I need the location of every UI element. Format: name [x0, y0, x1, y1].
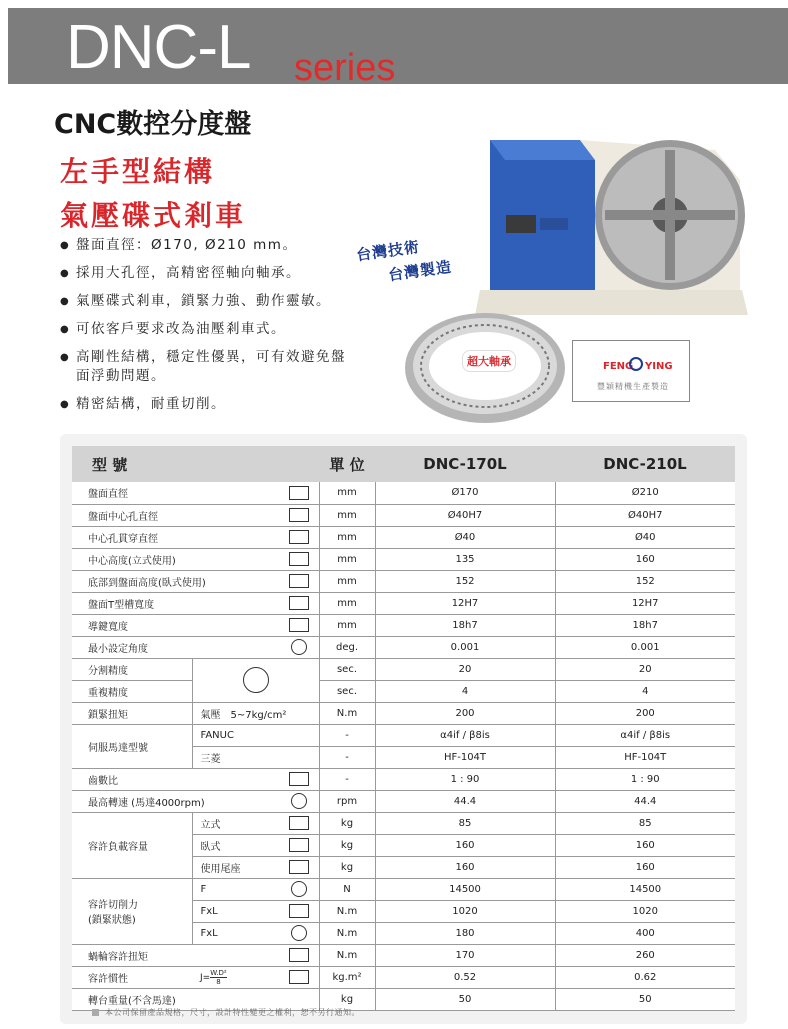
row-label: 容許負載容量 [72, 812, 192, 878]
table-row [72, 768, 735, 790]
taiwan-tech-label: 台灣技術 [355, 237, 422, 265]
row-value-170: 135 [375, 548, 555, 570]
row-label: 最小設定角度 [72, 636, 279, 658]
base-height-icon [289, 574, 309, 588]
row-value-170: 0.001 [375, 636, 555, 658]
table-row [72, 636, 735, 658]
row-unit: N.m [319, 702, 375, 724]
row-value-170: 20 [375, 658, 555, 680]
row-value-210: Ø40 [555, 526, 735, 548]
unit-header: 單 位 [319, 446, 375, 482]
row-value-210: Ø210 [555, 482, 735, 504]
row-value-210: 160 [555, 548, 735, 570]
row-value-210: 0.62 [555, 966, 735, 988]
vertical-load-icon [289, 816, 309, 830]
cutting-force-icon [291, 881, 307, 897]
row-sub-label: FANUC [192, 724, 319, 746]
series-suffix: series [294, 47, 396, 89]
row-sub-label: FxL [192, 922, 279, 944]
row-sub-label: FxL [192, 900, 279, 922]
row-value-170: 170 [375, 944, 555, 966]
feature-title-1: 左手型結構 [60, 155, 216, 188]
feature-item: ● 盤面直徑：Ø170, Ø210 mm。 [60, 236, 360, 255]
gear-ratio-icon [289, 772, 309, 786]
series-title: DNC-L [66, 13, 251, 82]
row-value-170: HF-104T [375, 746, 555, 768]
table-row [72, 526, 735, 548]
row-unit: mm [319, 570, 375, 592]
row-label: 鎖緊扭矩 [72, 702, 192, 724]
row-value-210: 160 [555, 856, 735, 878]
horizontal-load-icon [289, 838, 309, 852]
table-row [72, 614, 735, 636]
table-row [72, 790, 735, 812]
row-value-210: 85 [555, 812, 735, 834]
model-210-header: DNC-210L [555, 446, 735, 482]
table-row [72, 812, 735, 834]
row-value-170: α4if / β8is [375, 724, 555, 746]
row-unit: sec. [319, 680, 375, 702]
brand-logo [572, 340, 690, 402]
guide-key-icon [289, 618, 309, 632]
row-value-210: 12H7 [555, 592, 735, 614]
row-unit: mm [319, 548, 375, 570]
row-unit: mm [319, 504, 375, 526]
row-unit: rpm [319, 790, 375, 812]
row-value-170: 85 [375, 812, 555, 834]
spec-table [72, 446, 735, 1011]
row-value-170: 4 [375, 680, 555, 702]
center-height-icon [289, 552, 309, 566]
row-value-170: 160 [375, 834, 555, 856]
row-value-170: 180 [375, 922, 555, 944]
logo-text-right: YING [645, 361, 673, 372]
row-value-210: 1020 [555, 900, 735, 922]
row-label: 轉台重量(不含馬達) [72, 988, 319, 1010]
inertia-formula [192, 966, 279, 988]
row-sub-label: 使用尾座 [192, 856, 279, 878]
feature-item: ● 可依客戶要求改為油壓剎車式。 [60, 320, 360, 339]
row-value-170: 200 [375, 702, 555, 724]
table-row [72, 548, 735, 570]
row-value-210: Ø40H7 [555, 504, 735, 526]
row-value-170: 44.4 [375, 790, 555, 812]
row-value-210: 44.4 [555, 790, 735, 812]
row-label: 盤面中心孔直徑 [72, 504, 279, 526]
table-row [72, 966, 735, 988]
center-hole-icon [289, 508, 309, 522]
row-sub-label: 臥式 [192, 834, 279, 856]
row-label: 中心高度(立式使用) [72, 548, 279, 570]
row-value-170: 1 : 90 [375, 768, 555, 790]
footnote-text: 本公司保留產品規格，尺寸，設計特性變更之權利，恕不另行通知。 [105, 1008, 360, 1017]
logo-ring-icon [629, 357, 643, 371]
row-value-170: 0.52 [375, 966, 555, 988]
row-unit: kg [319, 834, 375, 856]
table-row [72, 680, 735, 702]
row-value-210: 0.001 [555, 636, 735, 658]
feature-title-2: 氣壓碟式剎車 [60, 199, 247, 232]
table-row [72, 482, 735, 504]
row-value-170: Ø170 [375, 482, 555, 504]
row-sub-label: 三菱 [192, 746, 319, 768]
row-value-210: 152 [555, 570, 735, 592]
table-row [72, 592, 735, 614]
row-value-210: 1 : 90 [555, 768, 735, 790]
row-unit: N.m [319, 900, 375, 922]
indexing-accuracy-icon [243, 667, 269, 693]
feature-list [60, 236, 360, 423]
page-subtitle: CNC數控分度盤 [54, 109, 252, 140]
row-label: 容許慣性 [72, 966, 192, 988]
row-value-170: 50 [375, 988, 555, 1010]
row-value-170: 160 [375, 856, 555, 878]
row-value-210: 18h7 [555, 614, 735, 636]
row-value-170: 12H7 [375, 592, 555, 614]
table-row [72, 724, 735, 746]
row-label: 底部到盤面高度(臥式使用) [72, 570, 279, 592]
row-value-210: 14500 [555, 878, 735, 900]
row-value-170: 1020 [375, 900, 555, 922]
row-unit: - [319, 768, 375, 790]
table-row [72, 702, 735, 724]
formula-denominator: 8 [216, 977, 221, 986]
row-unit: N.m [319, 944, 375, 966]
row-label: 齒數比 [72, 768, 279, 790]
logo-tagline: 豐穎精機生產製造 [597, 382, 669, 391]
row-label: 中心孔貫穿直徑 [72, 526, 279, 548]
worm-gear-icon [289, 948, 309, 962]
row-unit: deg. [319, 636, 375, 658]
row-value-210: α4if / β8is [555, 724, 735, 746]
table-row [72, 570, 735, 592]
row-value-170: 14500 [375, 878, 555, 900]
bearing-badge: 超大軸承 [462, 350, 516, 372]
row-value-170: Ø40H7 [375, 504, 555, 526]
row-unit: mm [319, 482, 375, 504]
row-unit: kg.m² [319, 966, 375, 988]
row-sub-label: F [192, 878, 279, 900]
row-sub-label: 氣壓 5~7kg/cm² [192, 702, 319, 724]
table-row [72, 878, 735, 900]
row-label: 分割精度 [72, 658, 192, 680]
tailstock-icon [289, 860, 309, 874]
row-unit: - [319, 724, 375, 746]
row-value-210: 400 [555, 922, 735, 944]
row-label: 伺服馬達型號 [72, 724, 192, 768]
footnote-square-icon [92, 1009, 99, 1016]
rotary-table-image [460, 120, 750, 320]
row-value-170: Ø40 [375, 526, 555, 548]
row-unit: mm [319, 592, 375, 614]
feature-item: ● 氣壓碟式剎車，鎖緊力強、動作靈敏。 [60, 292, 360, 311]
table-row [72, 944, 735, 966]
diameter-icon [289, 486, 309, 500]
row-value-210: 160 [555, 834, 735, 856]
feature-item: ● 精密結構，耐重切削。 [60, 395, 360, 414]
row-unit: N [319, 878, 375, 900]
row-unit: sec. [319, 658, 375, 680]
logo-text-left: FENG [603, 361, 634, 372]
row-label-line1: 容許切削力 [88, 900, 138, 911]
speed-icon [291, 793, 307, 809]
row-unit: kg [319, 988, 375, 1010]
row-value-170: 152 [375, 570, 555, 592]
row-label: 重複精度 [72, 680, 192, 702]
row-unit: - [319, 746, 375, 768]
inertia-icon [289, 970, 309, 984]
formula-numerator: W.D² [210, 968, 227, 977]
model-header: 型 號 [72, 446, 319, 482]
row-unit: kg [319, 856, 375, 878]
row-value-210: 260 [555, 944, 735, 966]
tilt-moment-icon [291, 925, 307, 941]
row-label: 導鍵寬度 [72, 614, 279, 636]
taiwan-made-label: 台灣製造 [387, 257, 454, 285]
header-banner [8, 8, 788, 89]
row-sub-label: 立式 [192, 812, 279, 834]
row-unit: mm [319, 526, 375, 548]
row-unit: mm [319, 614, 375, 636]
t-slot-icon [289, 596, 309, 610]
formula-prefix: J= [200, 972, 211, 983]
row-unit: N.m [319, 922, 375, 944]
row-label: 盤面T型槽寬度 [72, 592, 279, 614]
row-unit: kg [319, 812, 375, 834]
moment-icon [289, 904, 309, 918]
table-row [72, 504, 735, 526]
row-label [72, 878, 192, 944]
row-value-210: 20 [555, 658, 735, 680]
model-170-header: DNC-170L [375, 446, 555, 482]
through-hole-icon [289, 530, 309, 544]
row-value-210: 4 [555, 680, 735, 702]
table-row [72, 658, 735, 680]
row-label: 蝸輪容許扭矩 [72, 944, 279, 966]
row-label: 最高轉速 (馬達4000rpm) [72, 790, 279, 812]
row-value-210: HF-104T [555, 746, 735, 768]
feature-item: ● 採用大孔徑，高精密徑軸向軸承。 [60, 264, 360, 283]
row-label-line2: (鎖緊狀態) [88, 915, 136, 926]
footnote [92, 1007, 360, 1018]
feature-item: ● 高剛性結構，穩定性優異，可有效避免盤面浮動問題。 [60, 348, 360, 386]
row-value-170: 18h7 [375, 614, 555, 636]
row-label: 盤面直徑 [72, 482, 279, 504]
row-value-210: 200 [555, 702, 735, 724]
angle-icon [291, 639, 307, 655]
row-value-210: 50 [555, 988, 735, 1010]
